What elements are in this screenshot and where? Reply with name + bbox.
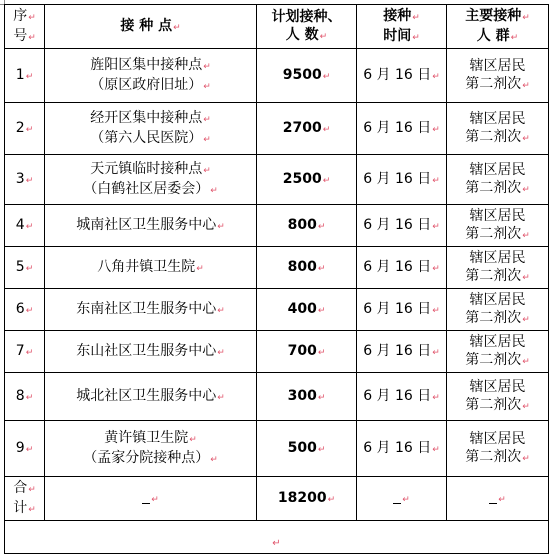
total-site-empty: ↵ <box>45 477 257 521</box>
group-cell: 辖区居民 第二剂次↵ <box>447 155 549 205</box>
group-cell: 辖区居民 第二剂次↵ <box>447 49 549 103</box>
group-cell: 辖区居民 第二剂次↵ <box>447 205 549 247</box>
group-cell: 辖区居民 第二剂次↵ <box>447 421 549 477</box>
seq-cell: 8↵ <box>5 373 45 421</box>
site-cell: 城北社区卫生服务中心↵ <box>45 373 257 421</box>
site-cell: 经开区集中接种点↵ （第六人民医院）↵ <box>45 103 257 155</box>
table-row <box>5 49 549 103</box>
date-cell: 6 月 16 日↵ <box>357 421 447 477</box>
seq-cell: 1↵ <box>5 49 45 103</box>
table-row <box>5 103 549 155</box>
blank-cell: ↵ <box>5 521 549 554</box>
table-row <box>5 373 549 421</box>
count-cell: 2700↵ <box>257 103 357 155</box>
count-cell: 700↵ <box>257 331 357 373</box>
count-cell: 2500↵ <box>257 155 357 205</box>
count-cell: 500↵ <box>257 421 357 477</box>
header-seq: 序↵ 号↵ <box>5 5 45 49</box>
table-row <box>5 421 549 477</box>
count-cell: 800↵ <box>257 247 357 289</box>
total-group-empty: ↵ <box>447 477 549 521</box>
site-cell: 东南社区卫生服务中心↵ <box>45 289 257 331</box>
vaccination-schedule-table <box>4 4 549 554</box>
seq-cell: 5↵ <box>5 247 45 289</box>
site-cell: 城南社区卫生服务中心↵ <box>45 205 257 247</box>
date-cell: 6 月 16 日↵ <box>357 247 447 289</box>
date-cell: 6 月 16 日↵ <box>357 289 447 331</box>
group-cell: 辖区居民 第二剂次↵ <box>447 103 549 155</box>
seq-cell: 9↵ <box>5 421 45 477</box>
date-cell: 6 月 16 日↵ <box>357 205 447 247</box>
group-cell: 辖区居民 第二剂次↵ <box>447 331 549 373</box>
table-row <box>5 205 549 247</box>
group-cell: 辖区居民 第二剂次↵ <box>447 373 549 421</box>
blank-row <box>5 521 549 554</box>
seq-cell: 2↵ <box>5 103 45 155</box>
total-date-empty: ↵ <box>357 477 447 521</box>
site-cell: 天元镇临时接种点↵ （白鹤社区居委会）↵ <box>45 155 257 205</box>
seq-cell: 3↵ <box>5 155 45 205</box>
site-cell: 旌阳区集中接种点↵ （原区政府旧址）↵ <box>45 49 257 103</box>
date-cell: 6 月 16 日↵ <box>357 103 447 155</box>
site-cell: 东山社区卫生服务中心↵ <box>45 331 257 373</box>
date-cell: 6 月 16 日↵ <box>357 331 447 373</box>
header-row <box>5 5 549 49</box>
table-row <box>5 155 549 205</box>
date-cell: 6 月 16 日↵ <box>357 155 447 205</box>
count-cell: 800↵ <box>257 205 357 247</box>
seq-cell: 6↵ <box>5 289 45 331</box>
date-cell: 6 月 16 日↵ <box>357 373 447 421</box>
table-row <box>5 247 549 289</box>
header-planned: 计划接种、 人 数↵ <box>257 5 357 49</box>
site-cell: 黄许镇卫生院↵ （孟家分院接种点）↵ <box>45 421 257 477</box>
date-cell: 6 月 16 日↵ <box>357 49 447 103</box>
seq-cell: 7↵ <box>5 331 45 373</box>
count-cell: 9500↵ <box>257 49 357 103</box>
count-cell: 300↵ <box>257 373 357 421</box>
site-cell: 八角井镇卫生院↵ <box>45 247 257 289</box>
header-site: 接 种 点↵ <box>45 5 257 49</box>
table-row <box>5 289 549 331</box>
total-count: 18200↵ <box>257 477 357 521</box>
header-time: 接种↵ 时间↵ <box>357 5 447 49</box>
count-cell: 400↵ <box>257 289 357 331</box>
group-cell: 辖区居民 第二剂次↵ <box>447 289 549 331</box>
total-label: 合↵ 计↵ <box>5 477 45 521</box>
table-row <box>5 331 549 373</box>
group-cell: 辖区居民 第二剂次↵ <box>447 247 549 289</box>
header-group: 主要接种↵ 人 群↵ <box>447 5 549 49</box>
total-row <box>5 477 549 521</box>
seq-cell: 4↵ <box>5 205 45 247</box>
